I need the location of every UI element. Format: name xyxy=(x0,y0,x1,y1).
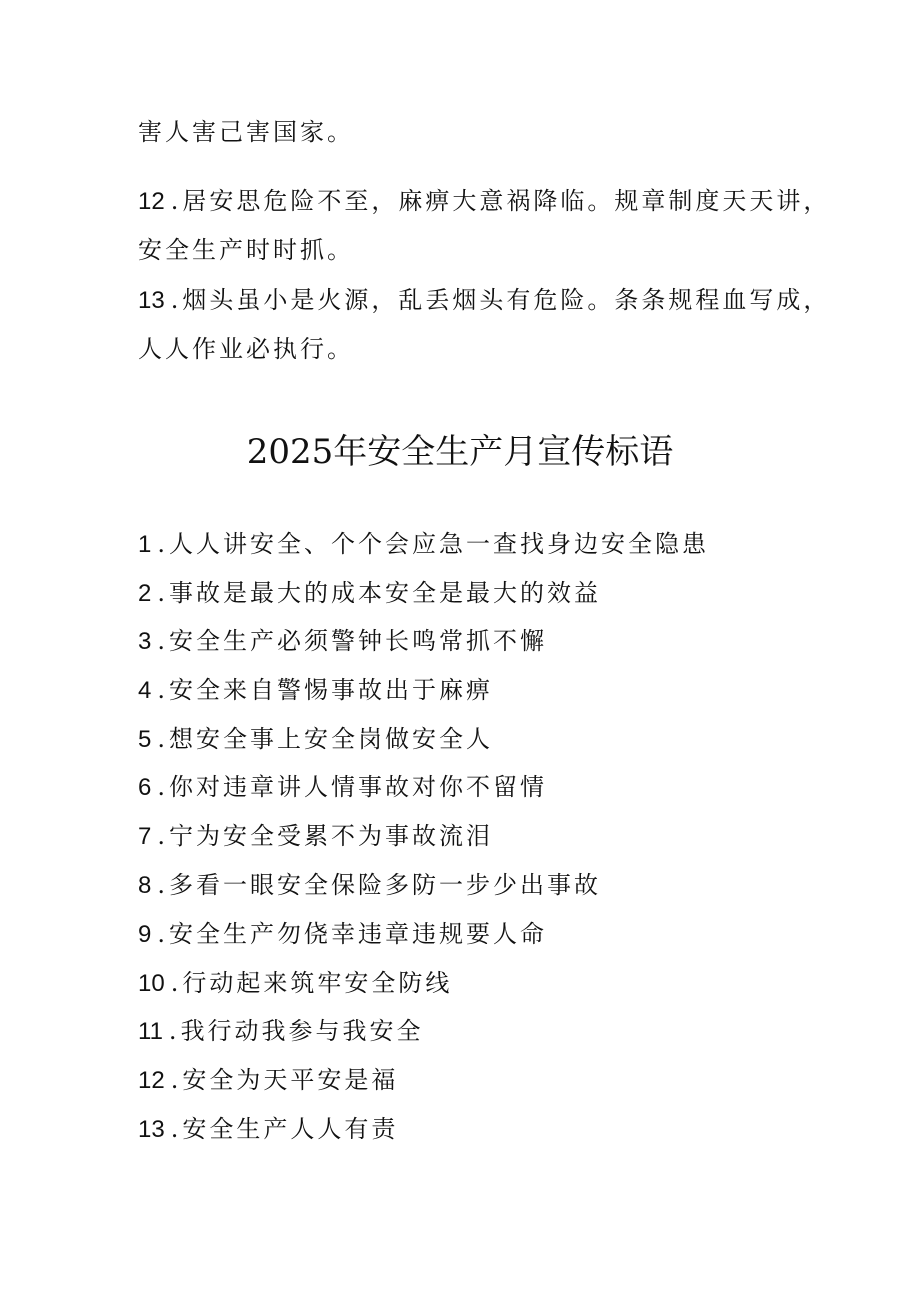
item-dot: . xyxy=(157,773,165,801)
top-item-12-text: 居安思危险不至，麻痹大意祸降临。规章制度天天讲， xyxy=(182,187,831,215)
slogan-item-9 xyxy=(138,922,547,947)
top-item-12-line1 xyxy=(138,189,830,214)
slogan-text: 宁为安全受累不为事故流泪 xyxy=(169,822,493,850)
item-dot: . xyxy=(170,286,179,314)
top-item-13-line1 xyxy=(138,288,830,313)
item-dot: . xyxy=(157,871,165,899)
slogan-number: 13 xyxy=(138,1116,165,1143)
top-item-12-line2: 安全生产时时抓。 xyxy=(138,236,354,264)
slogan-item-5 xyxy=(138,727,493,752)
slogan-text: 想安全事上安全岗做安全人 xyxy=(169,725,493,753)
slogan-item-11 xyxy=(138,1019,424,1044)
slogan-text: 你对违章讲人情事故对你不留情 xyxy=(169,773,547,801)
slogan-item-12 xyxy=(138,1068,398,1093)
slogan-text: 人人讲安全、个个会应急一查找身边安全隐患 xyxy=(169,530,709,558)
slogan-item-3 xyxy=(138,629,547,654)
item-dot: . xyxy=(157,822,165,850)
item-dot: . xyxy=(170,187,179,215)
slogan-text: 多看一眼安全保险多防一步少出事故 xyxy=(169,871,601,899)
top-item-13-number: 13 xyxy=(138,287,165,314)
slogan-text: 安全来自警惕事故出于麻痹 xyxy=(169,676,493,704)
slogan-number: 3 xyxy=(138,628,152,655)
slogan-number: 11 xyxy=(138,1018,163,1045)
section-title: 2025年安全生产月宣传标语 xyxy=(246,432,674,472)
slogan-item-10 xyxy=(138,971,452,996)
slogan-item-4 xyxy=(138,678,493,703)
slogan-number: 12 xyxy=(138,1067,165,1094)
item-dot: . xyxy=(157,725,165,753)
slogan-number: 8 xyxy=(138,872,152,899)
top-item-13-line2: 人人作业必执行。 xyxy=(138,335,354,363)
continuation-line: 害人害己害国家。 xyxy=(138,118,354,146)
item-dot: . xyxy=(170,1115,179,1143)
item-dot: . xyxy=(157,920,165,948)
slogan-text: 安全为天平安是福 xyxy=(182,1066,399,1094)
slogan-number: 2 xyxy=(138,580,152,607)
slogan-number: 6 xyxy=(138,774,152,801)
slogan-item-13 xyxy=(138,1117,398,1142)
item-dot: . xyxy=(170,969,179,997)
item-dot: . xyxy=(157,627,165,655)
slogan-number: 9 xyxy=(138,921,152,948)
slogan-item-1 xyxy=(138,532,709,557)
slogan-number: 1 xyxy=(138,531,152,558)
slogan-item-8 xyxy=(138,873,601,898)
slogan-number: 5 xyxy=(138,726,152,753)
top-item-13-text: 烟头虽小是火源，乱丢烟头有危险。条条规程血写成， xyxy=(182,286,831,314)
slogan-text: 安全生产勿侥幸违章违规要人命 xyxy=(169,920,547,948)
slogan-text: 我行动我参与我安全 xyxy=(180,1017,424,1045)
slogan-number: 4 xyxy=(138,677,152,704)
top-item-12-number: 12 xyxy=(138,188,165,215)
slogan-item-7 xyxy=(138,824,493,849)
slogan-number: 7 xyxy=(138,823,152,850)
slogan-number: 10 xyxy=(138,970,165,997)
slogan-text: 事故是最大的成本安全是最大的效益 xyxy=(169,579,601,607)
slogan-text: 安全生产人人有责 xyxy=(182,1115,399,1143)
slogan-item-2 xyxy=(138,581,601,606)
slogan-text: 安全生产必须警钟长鸣常抓不懈 xyxy=(169,627,547,655)
item-dot: . xyxy=(157,676,165,704)
item-dot: . xyxy=(157,530,165,558)
slogan-item-6 xyxy=(138,775,547,800)
slogan-text: 行动起来筑牢安全防线 xyxy=(182,969,453,997)
item-dot: . xyxy=(170,1066,179,1094)
item-dot: . xyxy=(157,579,165,607)
item-dot: . xyxy=(168,1017,177,1045)
